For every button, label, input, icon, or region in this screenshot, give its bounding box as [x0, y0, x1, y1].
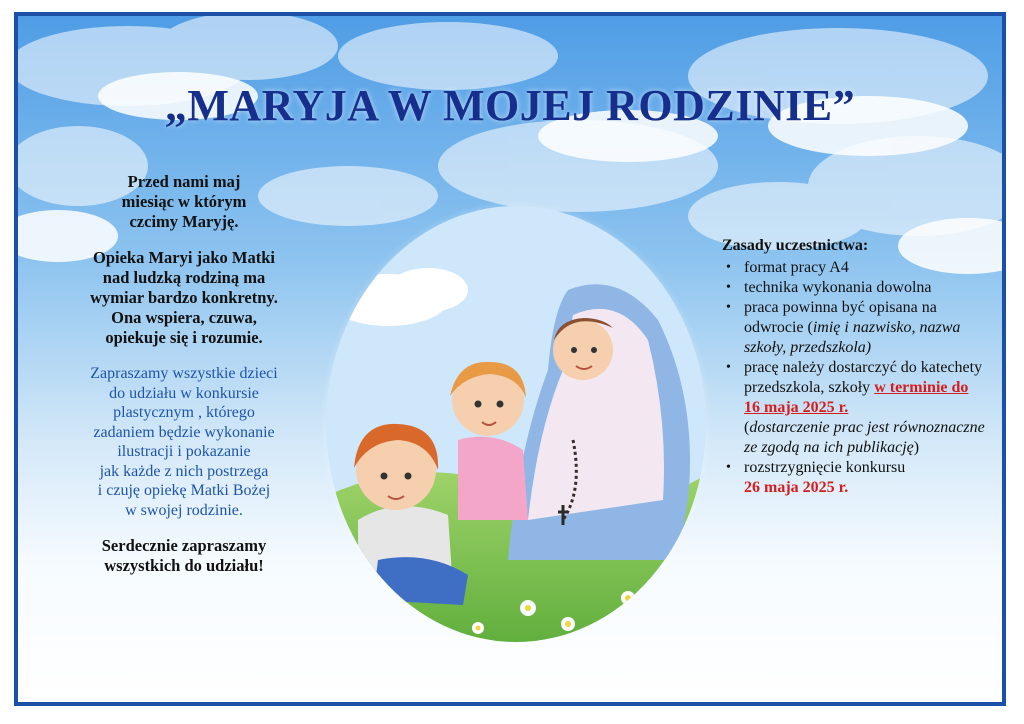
invite-line: w swojej rodzinie.: [125, 501, 243, 519]
intro-line: miesiąc w którym: [121, 192, 247, 211]
invite-line: zadaniem będzie wykonanie: [93, 423, 275, 441]
poster: [14, 12, 1006, 706]
invite-line: plastycznym , którego: [113, 404, 255, 421]
invite-line: i czuję opiekę Matki Bożej: [97, 482, 271, 499]
intro-line: czcimy Maryję.: [129, 212, 239, 231]
invite-line: ilustracji i pokazanie: [117, 443, 251, 460]
mary-with-children-illustration: [318, 200, 714, 648]
care-line: nad ludzką rodziną ma: [102, 268, 266, 287]
deadline-date: 16 maja 2025 r.: [744, 399, 849, 416]
rule-delivery: • pracę należy dostarczyć do katechety przedszkola, szkoły w terminie do 16 maja 2025 r. (dostarczenie prac jest równoznaczne ze zgodą na ich publikację): [722, 358, 998, 458]
closing-line: Serdecznie zapraszamy: [101, 536, 267, 555]
poster-title: „MARYJA W MOJEJ RODZINIE”: [164, 81, 856, 130]
left-text-column: [56, 172, 312, 576]
rules-list: [722, 258, 998, 498]
care-line: wymiar bardzo konkretny.: [90, 288, 278, 307]
rule-description: • praca powinna być opisana na odwrocie (imię i nazwisko, nazwa szkoły, przedszkola): [722, 298, 998, 358]
care-line: opiekuje się i rozumie.: [105, 328, 263, 347]
rules-heading: Zasady uczestnictwa:: [722, 237, 869, 254]
rule-results: • rozstrzygnięcie konkursu 26 maja 2025 r.: [722, 458, 998, 498]
care-line: Opieka Maryi jako Matki: [93, 248, 275, 267]
care-line: Ona wspiera, czuwa,: [111, 308, 257, 327]
deadline-label: w terminie do: [874, 379, 969, 396]
intro-line: Przed nami maj: [127, 172, 241, 191]
closing-line: wszystkich do udziału!: [104, 556, 264, 575]
invite-line: jak każde z nich postrzega: [99, 462, 269, 480]
rule-technique: • technika wykonania dowolna: [722, 278, 998, 298]
invite-line: Zapraszamy wszystkie dzieci: [90, 365, 278, 382]
results-date: 26 maja 2025 r.: [744, 479, 849, 496]
rule-format: • format pracy A4: [722, 258, 998, 278]
rules-column: [722, 236, 998, 498]
invite-line: do udziału w konkursie: [109, 384, 259, 402]
